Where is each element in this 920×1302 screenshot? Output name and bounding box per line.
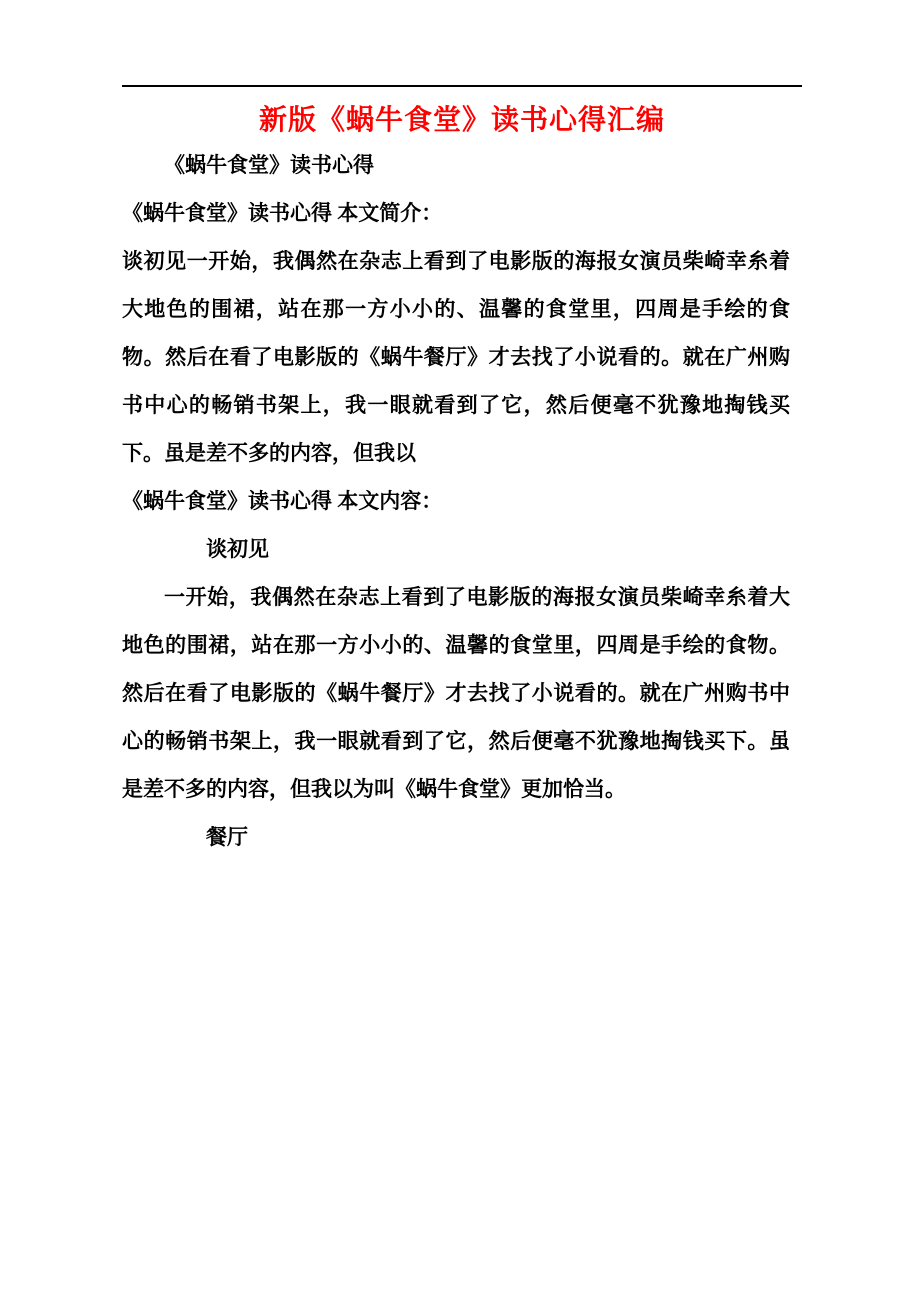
section-heading-tanchujian: 谈初见: [206, 537, 269, 561]
paragraph-intro-label: 《蜗牛食堂》读书心得 本文简介：: [122, 201, 443, 225]
paragraph-content-label: 《蜗牛食堂》读书心得 本文内容：: [122, 489, 443, 513]
section-heading-canting: 餐厅: [206, 825, 248, 849]
paragraph-body-text: 一开始，我偶然在杂志上看到了电影版的海报女演员柴崎幸糸着大地色的围裙，站在那一方小小的、温馨的食堂里，四周是手绘的食物。然后在看了电影版的《蜗牛餐厅》才去找了小说看的。就在广州购书中心的畅销书架上，我一眼就看到了它，然后便毫不犹豫地掏钱买下。虽是差不多的内容，但我以为叫《蜗牛食堂》更加恰当。: [122, 585, 790, 801]
paragraph-intro-text: 谈初见一开始，我偶然在杂志上看到了电影版的海报女演员柴崎幸糸着大地色的围裙，站在那一方小小的、温馨的食堂里，四周是手绘的食物。然后在看了电影版的《蜗牛餐厅》才去找了小说看的。就在广州购书中心的畅销书架上，我一眼就看到了它，然后便毫不犹豫地掏钱买下。虽是差不多的内容，但我以: [122, 249, 790, 465]
document-title: 新版《蜗牛食堂》读书心得汇编: [258, 105, 665, 136]
top-divider: [122, 85, 802, 87]
document-subtitle: 《蜗牛食堂》读书心得: [164, 153, 374, 177]
